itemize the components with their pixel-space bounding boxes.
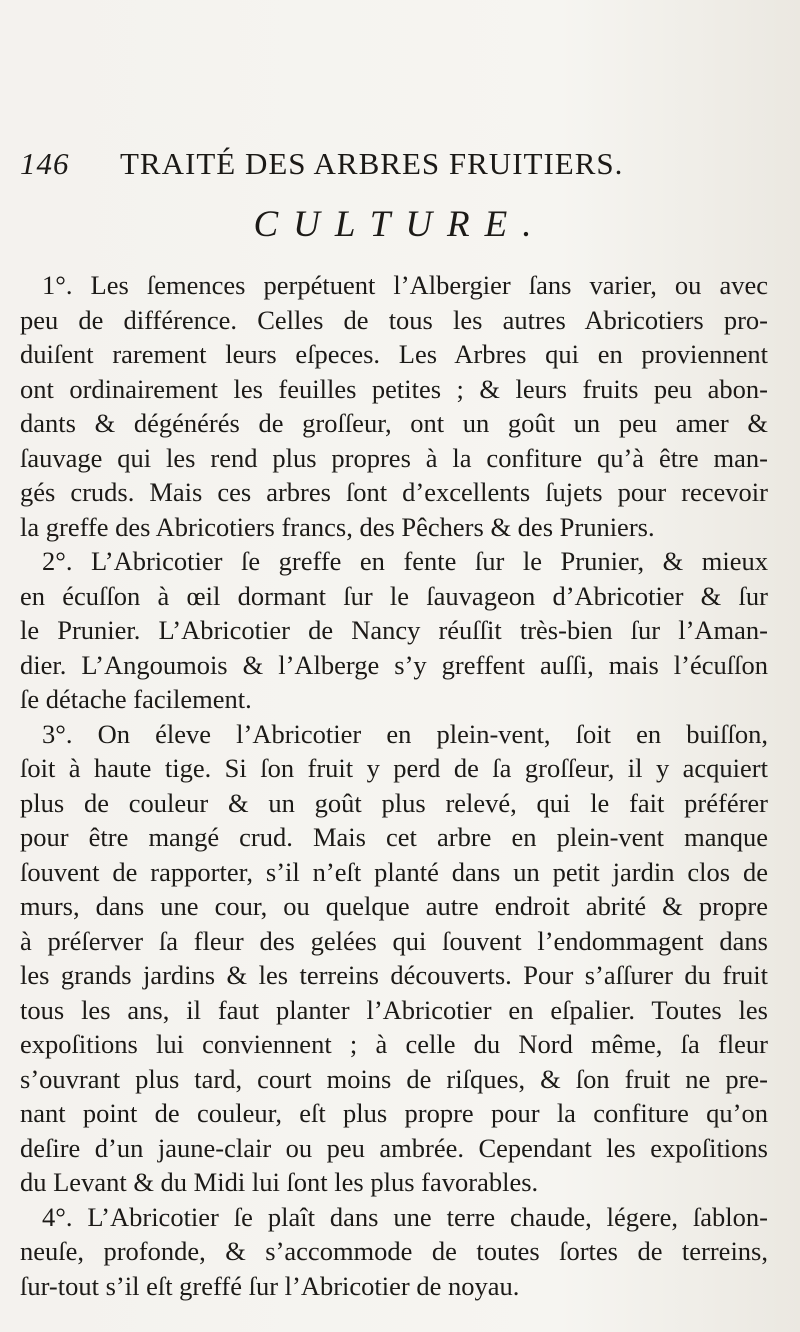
text-line: dants & dégénérés de groſſeur, ont un goût un peu amer & <box>20 408 768 438</box>
section-title: CULTURE. <box>253 204 547 245</box>
text-line: 2°. L’Abricotier ſe greffe en fente ſur le Prunier, & mieux <box>42 546 768 576</box>
text-line: duiſent rarement leurs eſpeces. Les Arbres qui en proviennent <box>20 339 768 369</box>
text-line: tous les ans, il faut planter l’Abricotier en eſpalier. Toutes les <box>20 994 768 1025</box>
text-line: à préſerver ſa fleur des gelées qui ſouvent l’endommagent dans <box>20 925 768 956</box>
text-line: 4°. L’Abricotier ſe plaît dans une terre chaude, légere, ſablon- <box>42 1201 768 1232</box>
page-number: 146 <box>20 146 70 181</box>
text-line: deſire d’un jaune-clair ou peu ambrée. Cependant les expoſitions <box>20 1132 768 1163</box>
text-line: le Prunier. L’Abricotier de Nancy réuſſit très-bien ſur l’Aman- <box>20 615 768 645</box>
text-line: ſur-tout s’il eſt greffé ſur l’Abricotier de noyau. <box>20 1270 520 1301</box>
text-line: gés cruds. Mais ces arbres ſont d’excellents ſujets pour recevoir <box>20 477 768 507</box>
text-line: murs, dans une cour, ou quelque autre endroit abrité & propre <box>20 891 768 921</box>
text-line: s’ouvrant plus tard, court moins de riſques, & ſon fruit ne pre- <box>20 1063 768 1094</box>
text-line: nant point de couleur, eſt plus propre pour la confiture qu’on <box>20 1098 768 1128</box>
text-line: ſe détache facilement. <box>20 684 252 714</box>
text-line: dier. L’Angoumois & l’Alberge s’y greffent auſſi, mais l’écuſſon <box>20 649 768 680</box>
text-line: en écuſſon à œil dormant ſur le ſauvageon d’Abricotier & ſur <box>20 580 768 611</box>
text-line: ſoit à haute tige. Si ſon fruit y perd de ſa groſſeur, il y acquiert <box>20 753 768 783</box>
text-line: pour être mangé crud. Mais cet arbre en plein-vent manque <box>20 822 768 852</box>
text-line: ſauvage qui les rend plus propres à la confiture qu’à être man- <box>20 442 768 473</box>
text-line: les grands jardins & les terreins découverts. Pour s’aſſurer du fruit <box>20 960 768 990</box>
body-text <box>20 268 768 1303</box>
text-line: neuſe, profonde, & s’accommode de toutes ſortes de terreins, <box>20 1236 768 1266</box>
text-line: 1°. Les ſemences perpétuent l’Albergier ſans varier, ou avec <box>42 270 768 300</box>
text-line: la greffe des Abricotiers francs, des Pêchers & des Pruniers. <box>20 511 655 542</box>
text-line: ont ordinairement les feuilles petites ; & leurs fruits peu abon- <box>20 373 768 404</box>
text-line: ſouvent de rapporter, s’il n’eſt planté dans un petit jardin clos de <box>20 856 768 887</box>
running-head: TRAITÉ DES ARBRES FRUITIERS. <box>120 146 624 181</box>
text-line: 3°. On éleve l’Abricotier en plein-vent, ſoit en buiſſon, <box>42 718 768 749</box>
text-line: expoſitions lui conviennent ; à celle du Nord même, ſa fleur <box>20 1029 768 1059</box>
text-line: du Levant & du Midi lui ſont les plus favorables. <box>20 1167 539 1197</box>
text-line: plus de couleur & un goût plus relevé, qui le fait préférer <box>20 787 768 818</box>
text-line: peu de différence. Celles de tous les autres Abricotiers pro- <box>20 304 768 335</box>
page-header <box>20 146 780 186</box>
